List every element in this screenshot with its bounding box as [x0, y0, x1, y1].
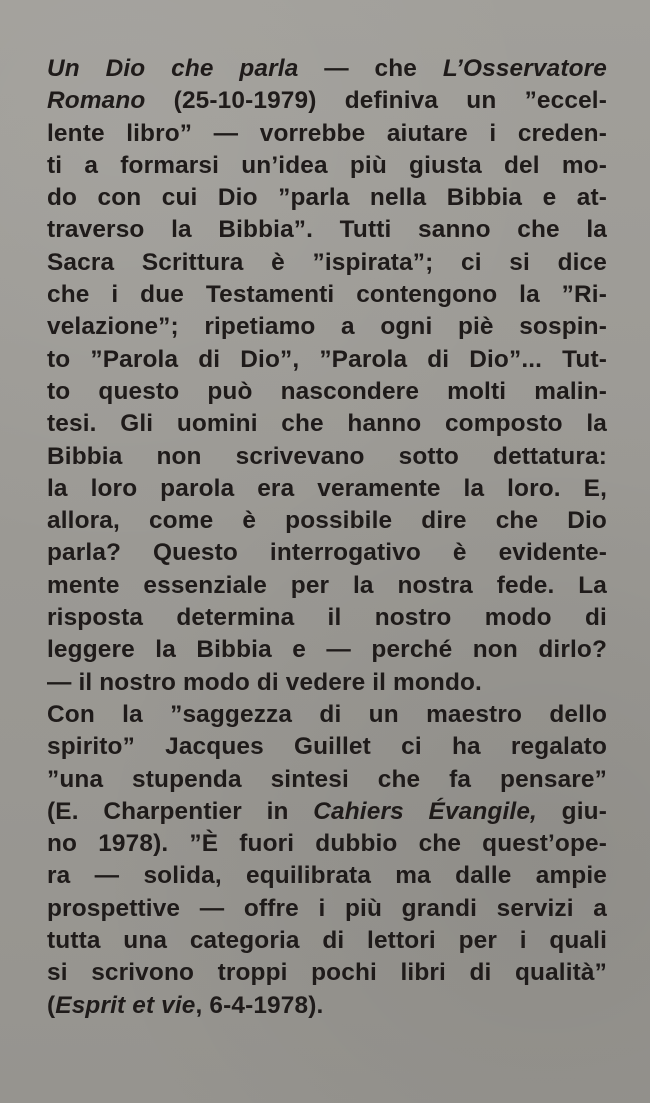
blurb-line: to ”Parola di Dio”, ”Parola di Dio”... Tut-	[47, 345, 607, 373]
blurb-line: Un Dio che parla — che L’Osservatore	[47, 55, 607, 82]
blurb-line: risposta determina il nostro modo di	[47, 604, 607, 632]
blurb-line: (Esprit et vie, 6-4-1978).	[47, 991, 324, 1019]
journal-title-italic: Cahiers Évangile,	[313, 797, 537, 825]
blurb-line: tutta una categoria di lettori per i quali	[47, 927, 607, 955]
blurb-line: to questo può nascondere molti malin-	[47, 377, 607, 405]
blurb-line: prospettive — offre i più grandi servizi a	[47, 894, 607, 922]
blurb-line: velazione”; ripetiamo a ogni piè sospin-	[47, 313, 607, 341]
blurb-line: (E. Charpentier in Cahiers Évangile, giu-	[47, 797, 607, 825]
blurb-line: no 1978). ”È fuori dubbio che quest’ope-	[47, 830, 607, 858]
blurb-line: Sacra Scrittura è ”ispirata”; ci si dice	[47, 248, 607, 276]
blurb-text	[47, 53, 607, 1022]
blurb-line: do con cui Dio ”parla nella Bibbia e at-	[47, 184, 607, 212]
blurb-line: tesi. Gli uomini che hanno composto la	[47, 410, 607, 438]
blurb-line: Romano (25-10-1979) definiva un ”eccel-	[47, 87, 607, 115]
book-title-italic: Un Dio che parla	[47, 55, 299, 82]
blurb-line: la loro parola era veramente la loro. E,	[47, 474, 607, 502]
blurb-line: Con la ”saggezza di un maestro dello	[47, 700, 607, 728]
journal-title-italic: Esprit et vie	[55, 991, 196, 1019]
blurb-line: ti a formarsi un’idea più giusta del mo-	[47, 151, 607, 179]
blurb-line: che i due Testamenti contengono la ”Ri-	[47, 281, 607, 309]
blurb-line: Bibbia non scrivevano sotto dettatura:	[47, 442, 607, 470]
blurb-line: spirito” Jacques Guillet ci ha regalato	[47, 733, 607, 761]
blurb-line: parla? Questo interrogativo è evidente-	[47, 539, 607, 567]
newspaper-title-italic: L’Osservatore	[442, 55, 607, 82]
newspaper-title-italic: Romano	[47, 87, 146, 115]
blurb-line: ra — solida, equilibrata ma dalle ampie	[47, 862, 607, 890]
blurb-line: traverso la Bibbia”. Tutti sanno che la	[47, 216, 607, 244]
blurb-line: leggere la Bibbia e — perché non dirlo?	[47, 636, 607, 664]
blurb-line: — il nostro modo di vedere il mondo.	[47, 668, 482, 696]
blurb-line: allora, come è possibile dire che Dio	[47, 507, 607, 535]
blurb-line: lente libro” — vorrebbe aiutare i creden-	[47, 119, 607, 147]
blurb-line: ”una stupenda sintesi che fa pensare”	[47, 765, 607, 793]
blurb-line: si scrivono troppi pochi libri di qualità”	[47, 959, 607, 987]
blurb-line: mente essenziale per la nostra fede. La	[47, 571, 607, 599]
